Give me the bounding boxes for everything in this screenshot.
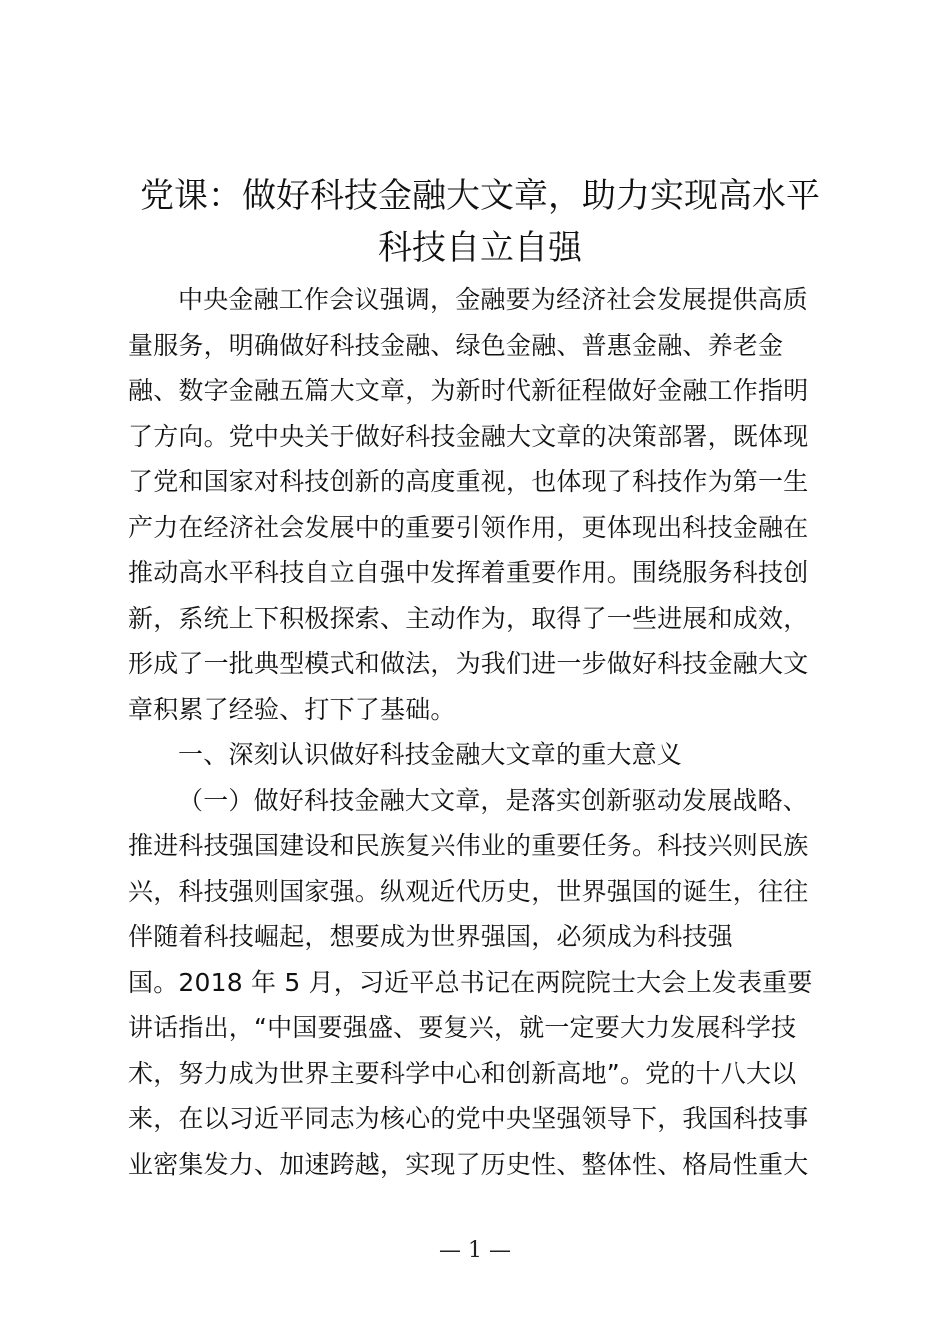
paragraph-line: 兴，科技强则国家强。纵观近代历史，世界强国的诞生，往往 bbox=[128, 876, 809, 906]
title-line-2: 科技自立自强 bbox=[378, 228, 582, 268]
section-heading: 一、深刻认识做好科技金融大文章的重大意义 bbox=[178, 740, 683, 769]
paragraph-line: 讲话指出，“中国要强盛、要复兴，就一定要大力发展科学技 bbox=[128, 1013, 797, 1042]
paragraph-line: 业密集发力、加速跨越，实现了历史性、整体性、格局性重大 bbox=[128, 1149, 809, 1179]
paragraph-line: 来，在以习近平同志为核心的党中央坚强领导下，我国科技事 bbox=[128, 1104, 809, 1133]
paragraph-line: 术，努力成为世界主要科学中心和创新高地”。党的十八大以 bbox=[128, 1058, 797, 1088]
paragraph-line: 新，系统上下积极探索、主动作为，取得了一些进展和成效， bbox=[128, 603, 809, 633]
paragraph-line: 量服务，明确做好科技金融、绿色金融、普惠金融、养老金 bbox=[128, 330, 784, 360]
paragraph-line: 了方向。党中央关于做好科技金融大文章的决策部署，既体现 bbox=[128, 421, 809, 451]
paragraph-line: 推动高水平科技自立自强中发挥着重要作用。围绕服务科技创 bbox=[128, 558, 809, 587]
paragraph-line: 融、数字金融五篇大文章，为新时代新征程做好金融工作指明 bbox=[128, 376, 809, 405]
paragraph-line: 中央金融工作会议强调，金融要为经济社会发展提供高质 bbox=[178, 285, 809, 314]
title-line-1: 党课：做好科技金融大文章，助力实现高水平 bbox=[140, 176, 820, 216]
paragraph-line: 章积累了经验、打下了基础。 bbox=[128, 694, 456, 724]
paragraph-line: 伴随着科技崛起，想要成为世界强国，必须成为科技强 bbox=[128, 922, 733, 951]
paragraph-line: 产力在经济社会发展中的重要引领作用，更体现出科技金融在 bbox=[128, 512, 809, 542]
paragraph-line: 推进科技强国建设和民族复兴伟业的重要任务。科技兴则民族 bbox=[128, 831, 809, 860]
paragraph-line: 了党和国家对科技创新的高度重视，也体现了科技作为第一生 bbox=[128, 467, 809, 496]
document-body bbox=[128, 277, 828, 1187]
page-number: — 1 — bbox=[439, 1238, 511, 1263]
paragraph-line: 国。2018 年 5 月，习近平总书记在两院院士大会上发表重要 bbox=[128, 967, 813, 997]
document-title bbox=[110, 170, 850, 274]
paragraph-line: （一）做好科技金融大文章，是落实创新驱动发展战略、 bbox=[178, 785, 809, 815]
paragraph-line: 形成了一批典型模式和做法，为我们进一步做好科技金融大文 bbox=[128, 649, 809, 678]
